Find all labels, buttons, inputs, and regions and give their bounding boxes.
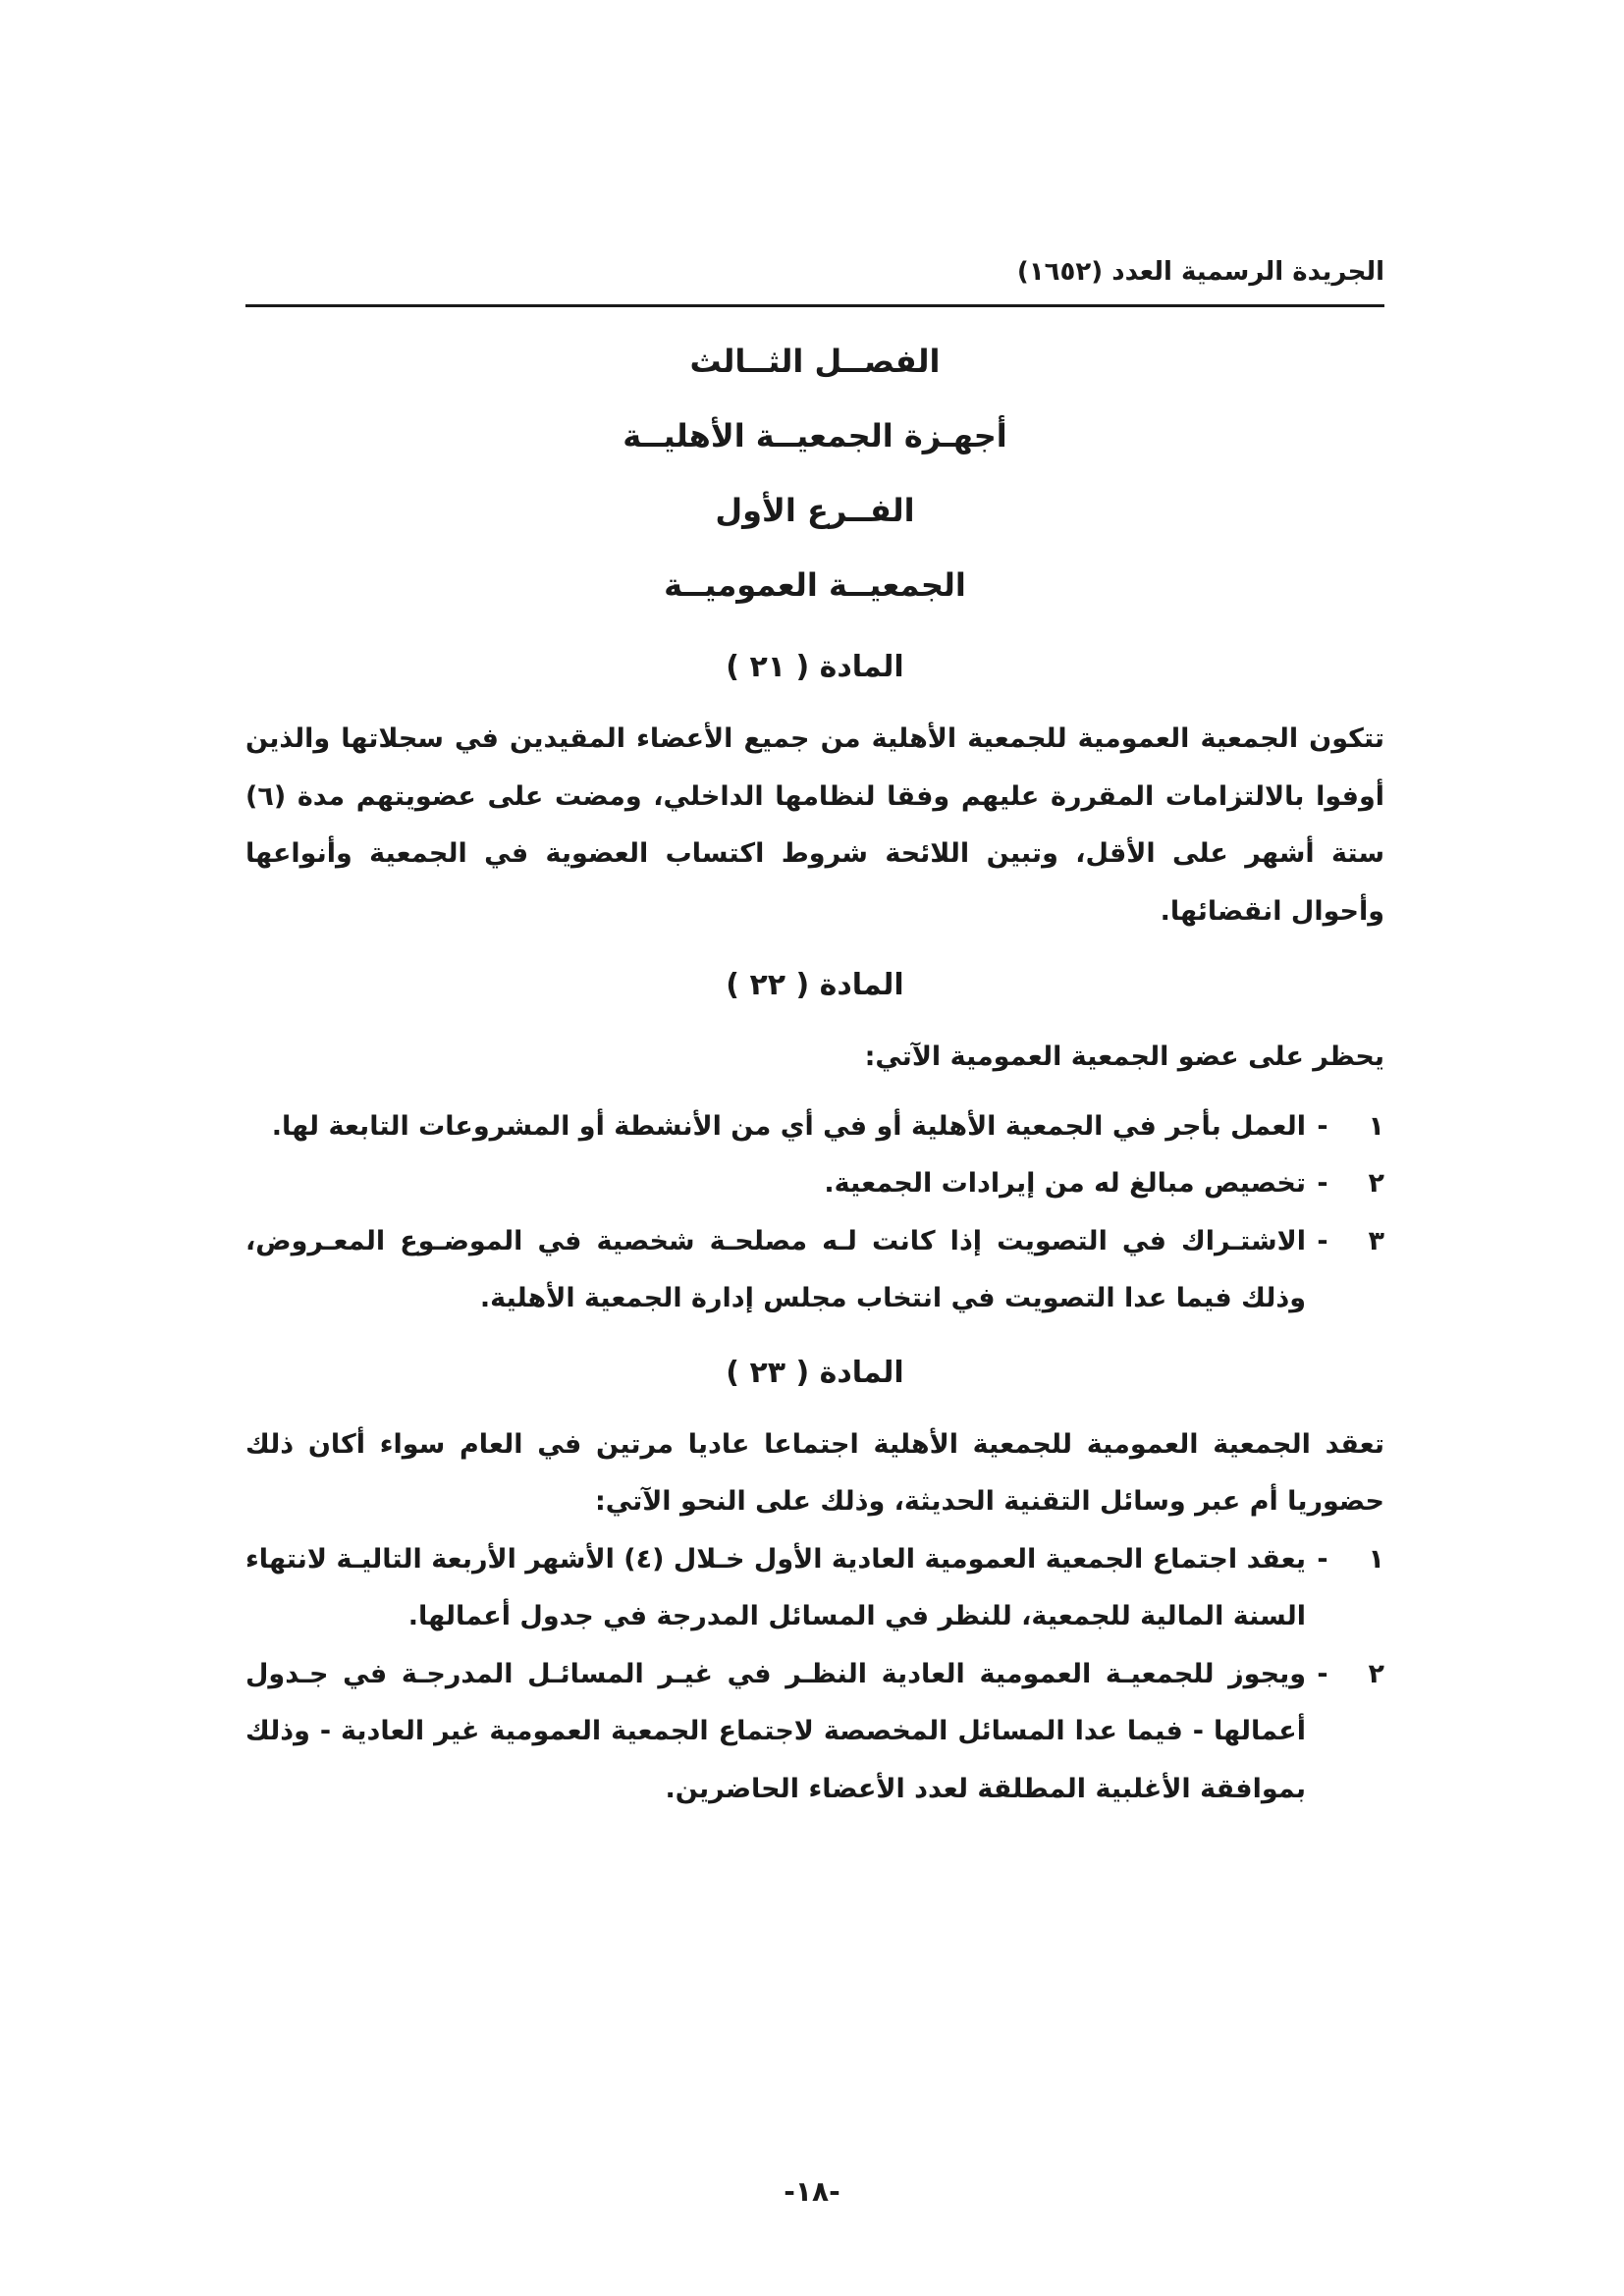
item-dash: -	[1317, 1543, 1328, 1575]
chapter-title: أجهـزة الجمعيــة الأهليــة	[623, 417, 1007, 454]
article-23	[245, 1344, 1384, 1819]
article-paragraph: تتكون الجمعية العمومية للجمعية الأهلية من جميع الأعضاء المقيدين في سجلاتها والذين أوفوا بالالتزامات المقررة عليهم وفقا لنظامها الداخلي، ومضت على عضويتهم مدة (٦) ستة أشهر على الأقل، وتبين اللائحة شروط اكتساب العضوية في الجمعية وأنواعها وأحوال انقضائها.	[245, 723, 1384, 927]
chapter-heading: الفصــل الثــالث	[689, 343, 941, 380]
article-intro: يحظر على عضو الجمعية العمومية الآتي:	[864, 1041, 1384, 1072]
branch-title: الجمعيــة العموميــة	[664, 566, 966, 604]
branch-heading: الفــرع الأول	[715, 492, 915, 529]
running-header: الجريدة الرسمية العدد (١٦٥٢)	[1016, 257, 1384, 287]
item-dash: -	[1317, 1168, 1328, 1199]
item-number: ٢	[1368, 1168, 1384, 1199]
list-item	[245, 1213, 1384, 1328]
article-21	[245, 638, 1384, 940]
article-intro: تعقد الجمعية العمومية للجمعية الأهلية اجتماعا عاديا مرتين في العام سواء أكان ذلك حضوريا أم عبر وسائل التقنية الحديثة، وذلك على النحو الآتي:	[245, 1428, 1384, 1517]
item-number: ١	[1368, 1543, 1384, 1575]
article-22	[245, 956, 1384, 1328]
item-dash: -	[1317, 1225, 1328, 1256]
list-item	[245, 1155, 1384, 1213]
item-dash: -	[1317, 1110, 1328, 1142]
page-content	[245, 324, 1384, 1818]
item-number: ٢	[1368, 1658, 1384, 1689]
item-number: ١	[1368, 1110, 1384, 1142]
header-rule	[245, 304, 1384, 307]
article-title: المادة ( ٢٣ )	[726, 1355, 904, 1390]
page-number: -١٨-	[784, 2175, 840, 2208]
article-title: المادة ( ٢٢ )	[726, 968, 904, 1002]
list-item	[245, 1531, 1384, 1646]
item-text: يعقد اجتماع الجمعية العمومية العادية الأول خـلال (٤) الأشهر الأربعة التاليـة لانتهاء السنة المالية للجمعية، للنظر في المسائل المدرجة في جدول أعمالها.	[245, 1543, 1306, 1631]
list-item	[245, 1646, 1384, 1819]
item-dash: -	[1317, 1658, 1328, 1689]
item-text: تخصيص مبالغ له من إيرادات الجمعية.	[824, 1168, 1306, 1199]
article-title: المادة ( ٢١ )	[726, 650, 904, 684]
list-item	[245, 1098, 1384, 1156]
item-text: العمل بأجر في الجمعية الأهلية أو في أي من الأنشطة أو المشروعات التابعة لها.	[271, 1110, 1306, 1142]
item-text: ويجوز للجمعيـة العمومية العادية النظـر في غيـر المسائـل المدرجـة في جـدول أعمالها - فيما عدا المسائل المخصصة لاجتماع الجمعية العمومية غير العادية - وذلك بموافقة الأغلبية المطلقة لعدد الأعضاء الحاضرين.	[245, 1658, 1306, 1804]
item-number: ٣	[1368, 1225, 1384, 1256]
item-text: الاشتـراك في التصويت إذا كانت لـه مصلحـة شخصية في الموضـوع المعـروض، وذلك فيما عدا التصويت في انتخاب مجلس إدارة الجمعية الأهلية.	[245, 1225, 1306, 1313]
